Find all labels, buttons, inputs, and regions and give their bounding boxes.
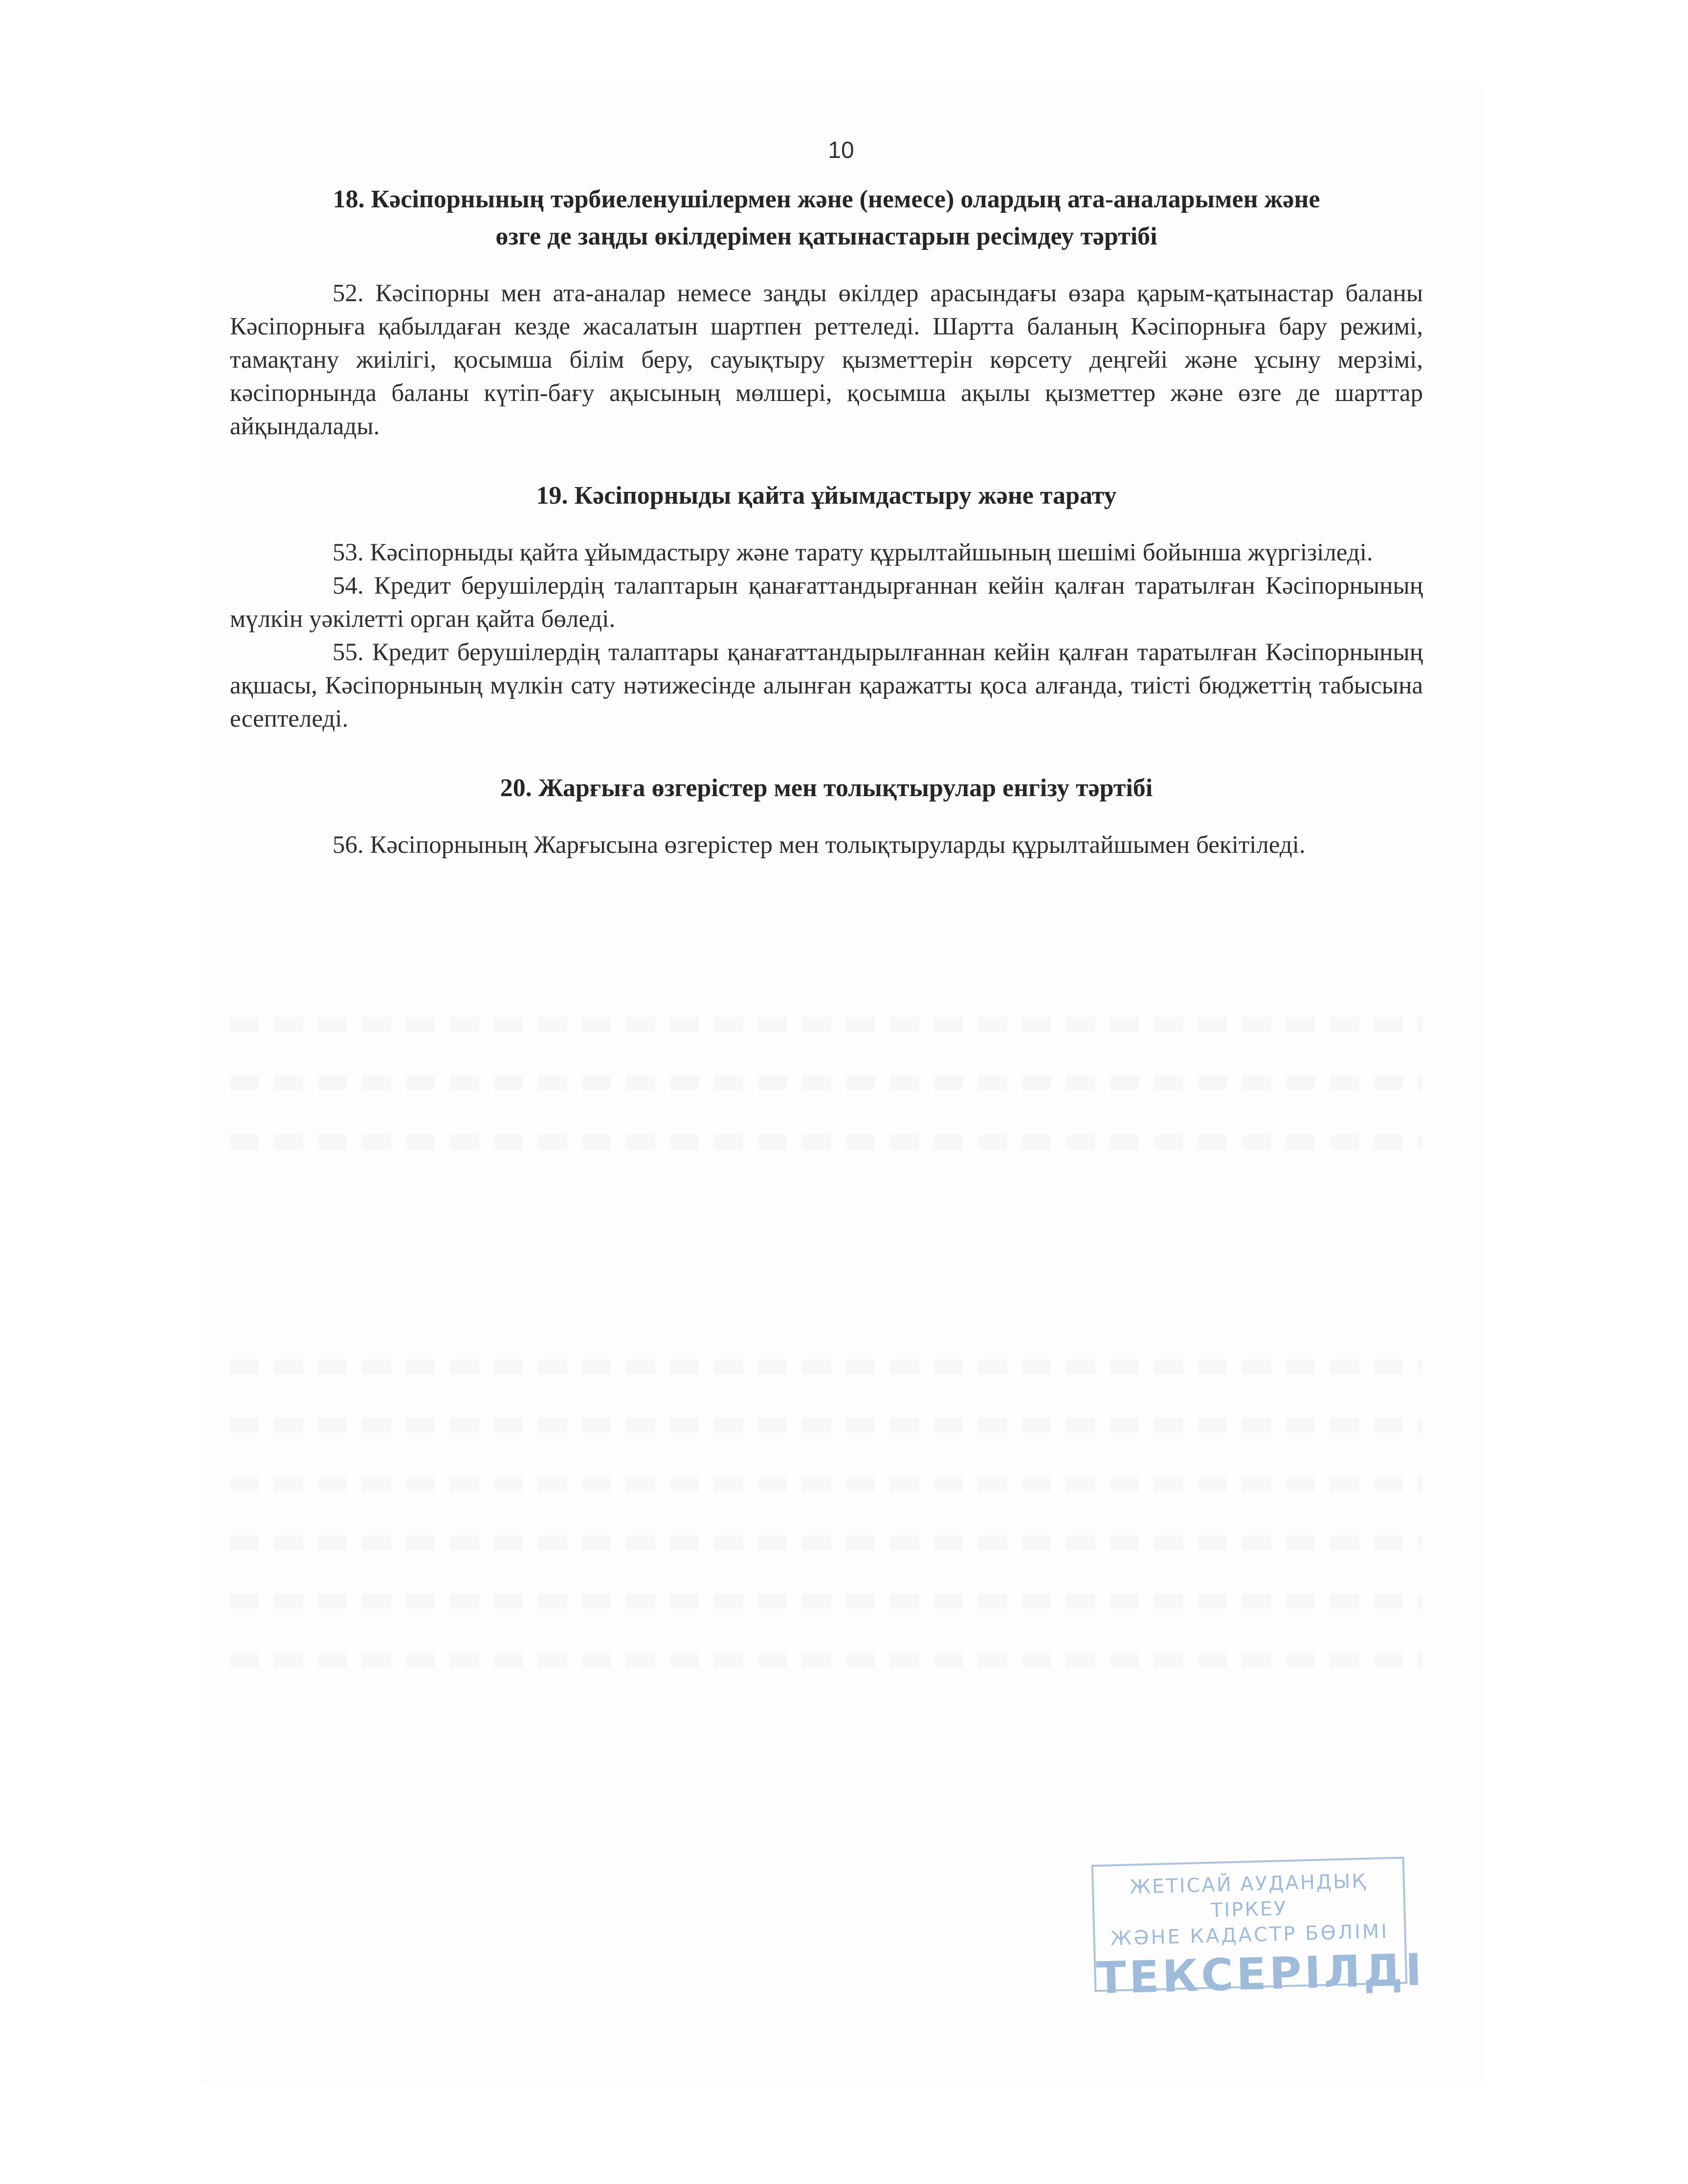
paragraph-53: 53. Кәсіпорныды қайта ұйымдастыру және тарату құрылтайшының шешімі бойынша жүргізіледі.	[333, 539, 1373, 566]
show-through-texture	[230, 1653, 1423, 1668]
section-heading	[230, 181, 1423, 255]
show-through-texture	[230, 1594, 1423, 1609]
document-page	[200, 88, 1482, 2083]
paragraph-56: 56. Кәсіпорнының Жарғысына өзгерістер мен толықтыруларды құрылтайшымен бекітіледі.	[333, 831, 1306, 859]
section-heading: 19. Кәсіпорныды қайта ұйымдастыру және тарату	[536, 482, 1117, 510]
stamp-line-1: ЖЕТІСАЙ АУДАНДЫҚ ТІРКЕУ	[1129, 1870, 1368, 1922]
show-through-texture	[230, 1017, 1423, 1032]
show-through-texture	[230, 1418, 1423, 1433]
paragraph-55: 55. Кредит берушілердің талаптары қанағаттандырылғаннан кейін қалған таратылған Кәсіпорнының ақшасы, Кәсіпорнының мүлкін сату нәтижесінде алынған қаражатты қоса алғанда, тиісті бюджеттің табысына есептеледі.	[230, 639, 1423, 733]
verification-stamp	[1091, 1857, 1425, 2005]
section-heading: 20. Жарғыға өзгерістер мен толықтырулар енгізу тәртібі	[500, 774, 1153, 802]
show-through-texture	[230, 1359, 1423, 1374]
paragraph-52: 52. Кәсіпорны мен ата-аналар немесе заңды өкілдер арасындағы өзара қарым-қатынастар баланы Кәсіпорнығa қабылдаған кезде жасалатын шартпен реттеледі. Шартта баланың Кәсіпорнығa бару режимі, тамақтану жиілігі, қосымша білім беру, сауықтыру қызметтерін көрсету деңгейі және ұсыну мерзімі, кәсіпорнында баланы күтіп-бағу ақысының мөлшері, қосымша ақылы қызметтер және өзге де шарттар айқындалады.	[230, 280, 1423, 440]
show-through-texture	[230, 1536, 1423, 1550]
heading-line-2: өзге де заңды өкілдерімен қатынастарын ресімдеу тәртібі	[495, 223, 1157, 250]
document-body	[230, 181, 1423, 862]
page-number: 10	[828, 137, 854, 163]
stamp-line-3: ТЕКСЕРІЛДІ	[1095, 1944, 1425, 2005]
section-18	[230, 181, 1423, 443]
paragraph-54: 54. Кредит берушілердің талаптарын қанағаттандырғаннан кейін қалған таратылған Кәсіпорнының мүлкін уәкілетті орган қайта бөледі.	[230, 572, 1423, 633]
section-20	[230, 770, 1423, 862]
section-19	[230, 477, 1423, 735]
show-through-texture	[230, 1076, 1423, 1091]
show-through-texture	[230, 1477, 1423, 1492]
show-through-texture	[230, 1135, 1423, 1149]
stamp-line-2: ЖӘНЕ КАДАСТР БӨЛІМІ	[1110, 1920, 1389, 1950]
heading-line-1: 18. Кәсіпорнының тәрбиеленушілермен және (немесе) олардың ата-аналарымен және	[333, 185, 1320, 213]
